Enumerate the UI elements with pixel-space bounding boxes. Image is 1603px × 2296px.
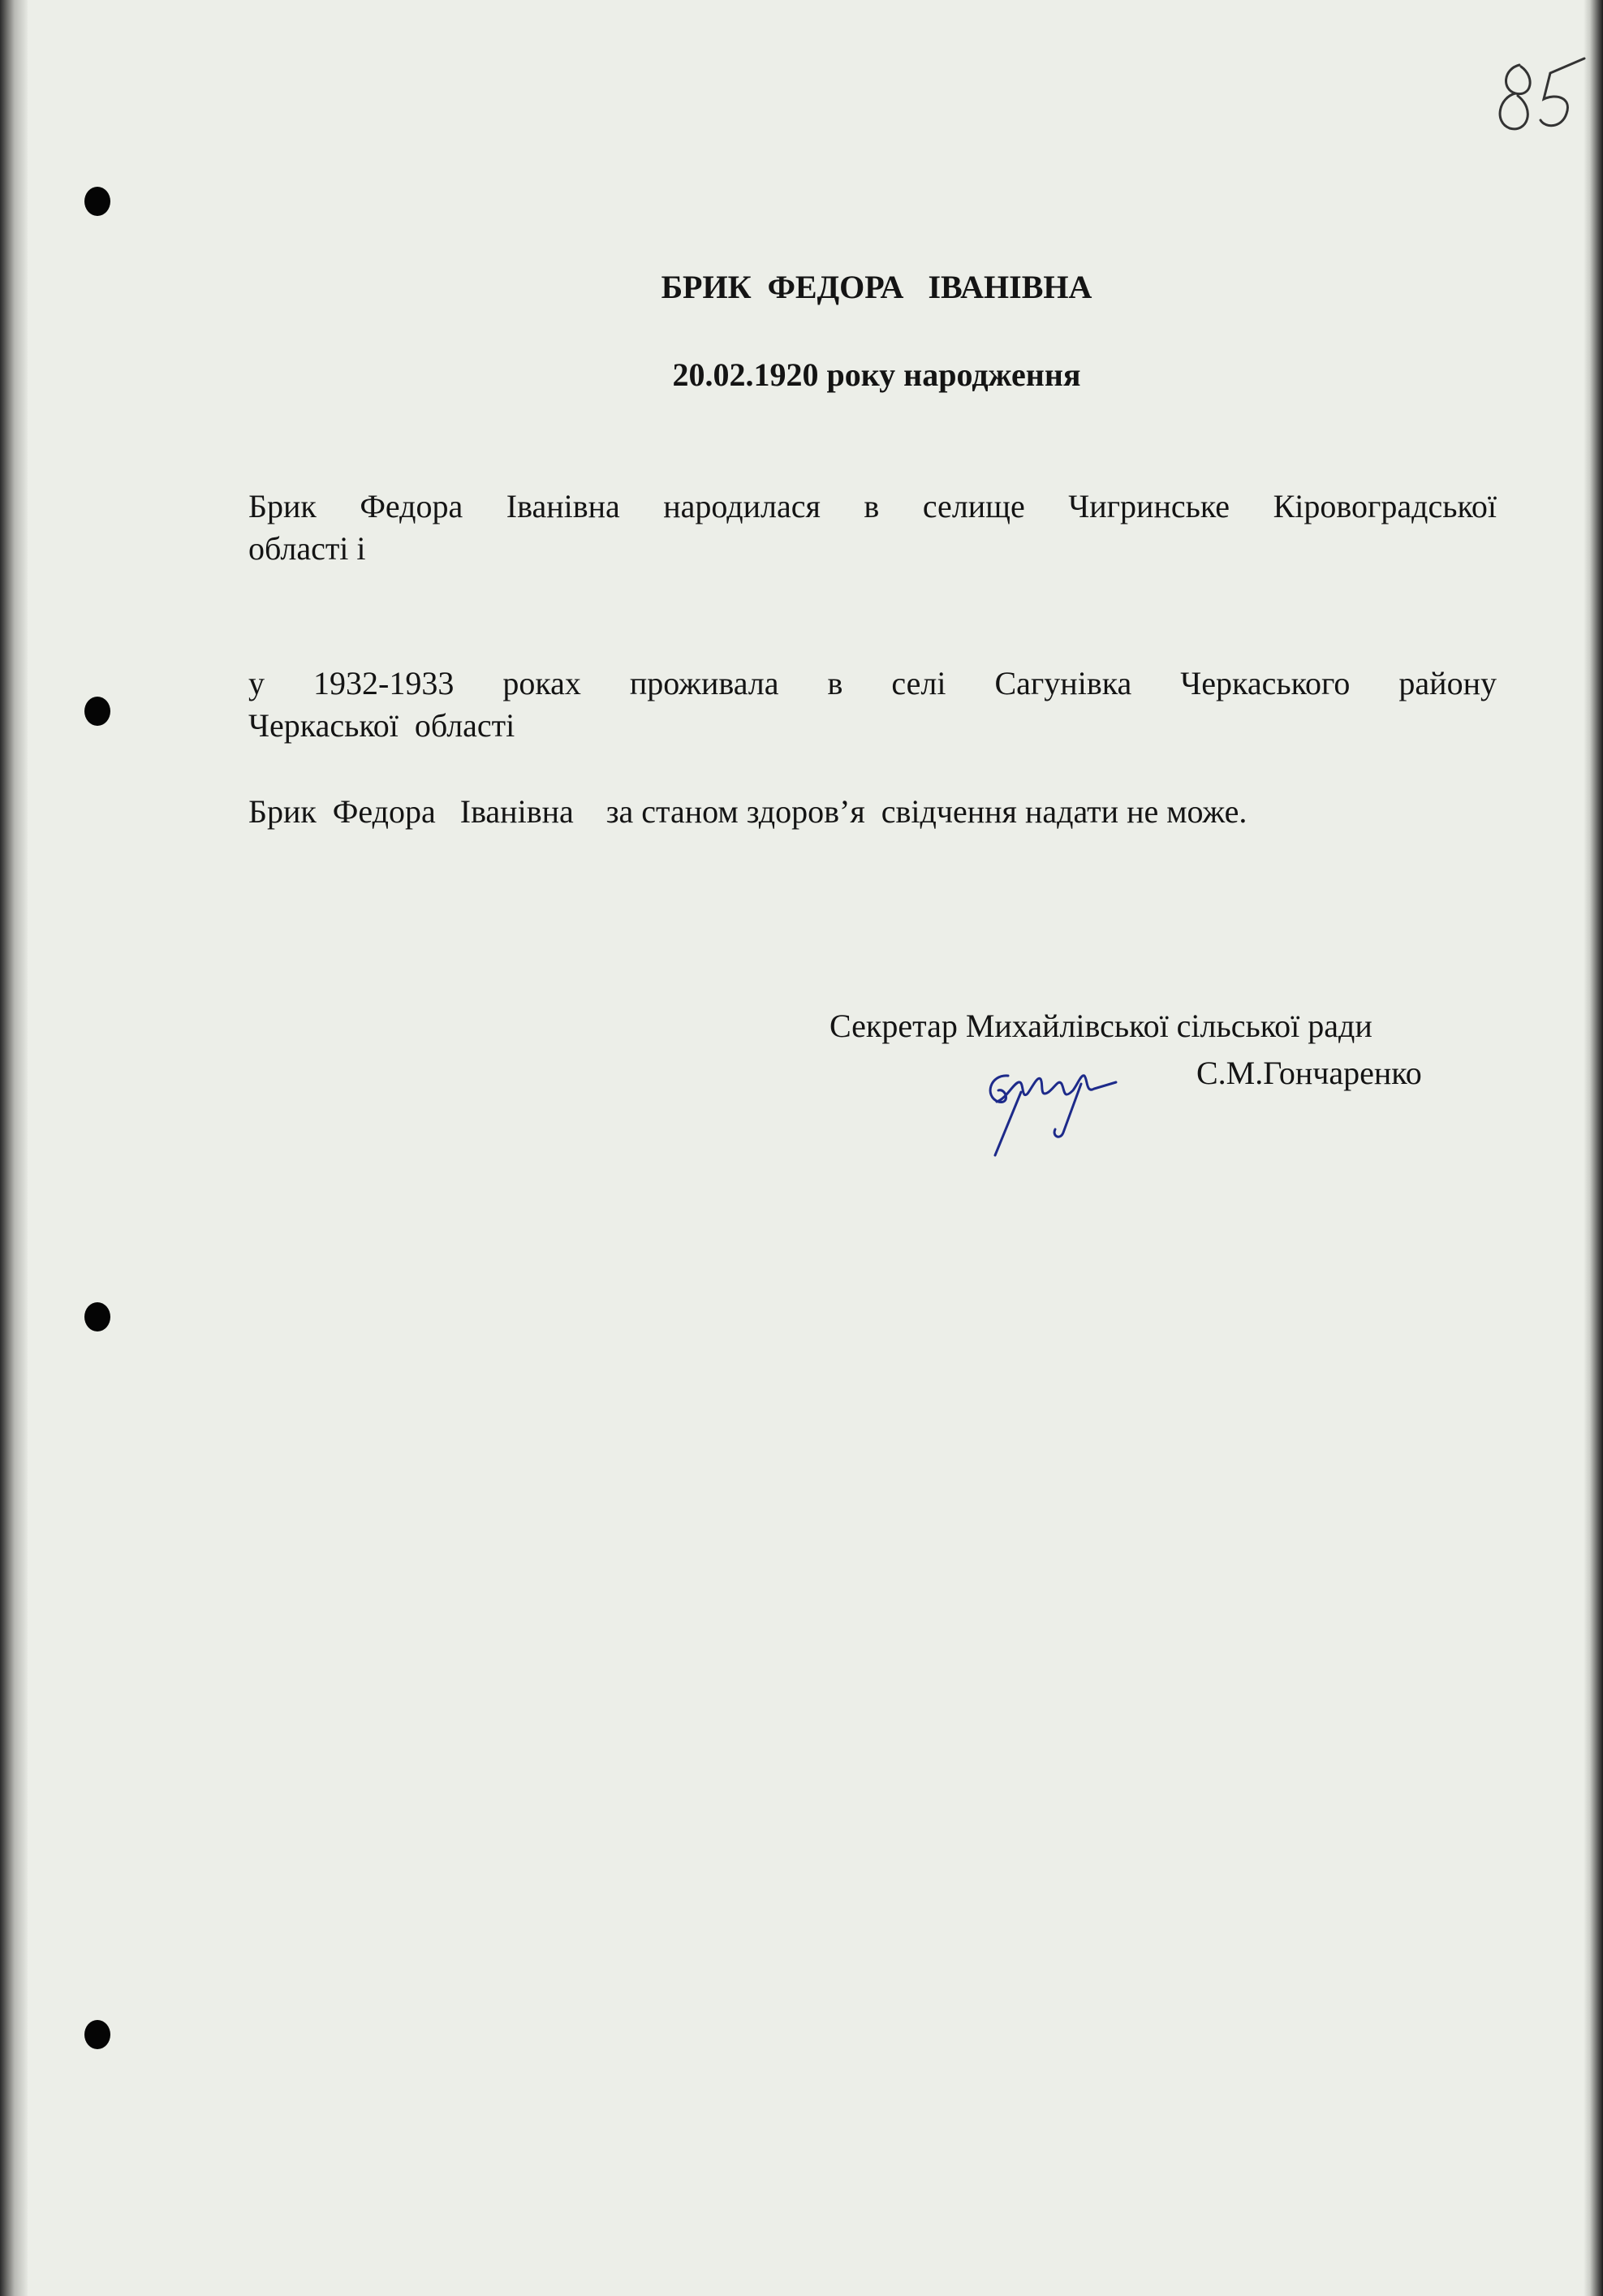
scan-edge-left bbox=[0, 0, 28, 2296]
birth-date-line: 20.02.1920 року народження bbox=[672, 356, 1081, 393]
signatory-position: Секретар Михайлівської сільської ради bbox=[830, 1008, 1372, 1044]
paragraph-line: у 1932-1933 роках проживала в селі Сагунівка Черкаського району bbox=[248, 665, 1497, 701]
paragraph-line: Черкаської області bbox=[248, 707, 515, 744]
paragraph-line: Брик Федора Іванівна за станом здоров’я свідчення надати не може. bbox=[248, 793, 1247, 830]
page-number-handwritten bbox=[1487, 49, 1592, 138]
signature bbox=[974, 1051, 1136, 1173]
scan-edge-right bbox=[1584, 0, 1603, 2296]
paragraph-line: Брик Федора Іванівна народилася в селище Чигринське Кіровоградської bbox=[248, 488, 1497, 524]
punch-hole bbox=[84, 1302, 110, 1331]
punch-hole bbox=[84, 2020, 110, 2049]
paragraph-line: області і bbox=[248, 530, 366, 567]
punch-hole bbox=[84, 187, 110, 216]
signatory-name: С.М.Гончаренко bbox=[1196, 1055, 1422, 1091]
paragraph-birthplace bbox=[248, 486, 1497, 570]
punch-hole bbox=[84, 697, 110, 726]
document-title: БРИК ФЕДОРА ІВАНІВНА bbox=[661, 269, 1092, 305]
paragraph-residence bbox=[248, 662, 1497, 747]
paragraph-health-statement bbox=[248, 791, 1497, 833]
